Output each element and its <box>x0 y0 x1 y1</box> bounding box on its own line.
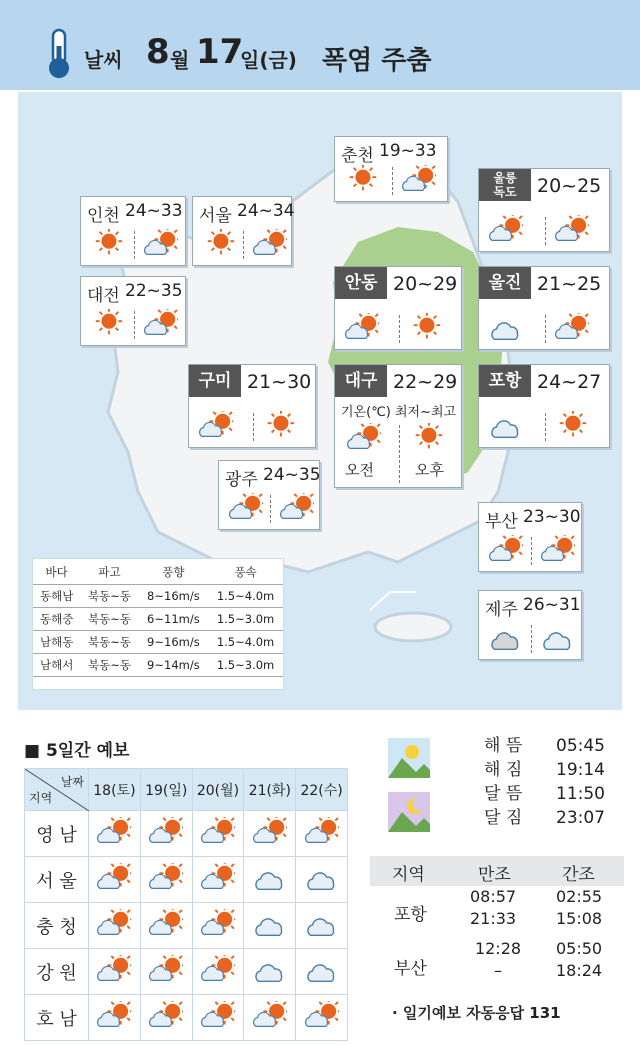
moonset-label: 달 짐 <box>484 808 523 828</box>
weather-icon-pm <box>541 623 575 653</box>
sea-header: 풍속 <box>208 561 283 584</box>
sun-moon-labels <box>484 734 522 830</box>
forecast-icon <box>192 903 244 949</box>
city-box-andong <box>334 266 462 350</box>
city-temp: 26~31 <box>523 595 581 615</box>
divider <box>531 537 532 565</box>
forecast-icon <box>192 857 244 903</box>
tide-low <box>556 938 602 982</box>
tide-region: 부산 <box>394 959 427 979</box>
sea-cell: 1.5~3.0m <box>208 653 283 676</box>
city-temp: 24~33 <box>125 201 183 221</box>
forecast-row <box>25 811 348 857</box>
header-month-unit: 월 <box>170 48 190 72</box>
divider <box>134 311 135 339</box>
forecast-icon <box>140 949 192 995</box>
weather-icon-pm <box>402 165 436 195</box>
weather-icon-pm <box>411 423 445 453</box>
forecast-row <box>25 903 348 949</box>
legend-pm: 오후 <box>415 461 444 479</box>
forecast-region: 강 원 <box>25 949 89 995</box>
city-name: 서울 <box>199 206 232 226</box>
city-temp: 22~29 <box>393 371 458 393</box>
weather-icon-pm <box>263 411 297 441</box>
forecast-title: ■ 5일간 예보 <box>24 741 130 761</box>
weather-icon-am <box>229 493 263 523</box>
tide-time: 21:33 <box>470 909 517 928</box>
city-temp: 22~35 <box>125 281 183 301</box>
divider <box>399 315 400 343</box>
city-box-ulleung <box>478 168 610 252</box>
divider <box>545 217 546 245</box>
forecast-icon <box>296 903 348 949</box>
city-temp: 20~29 <box>393 273 458 295</box>
sea-cell: 북동~동 <box>80 607 138 630</box>
sea-cell: 남해서 <box>33 653 80 676</box>
city-box-gumi <box>188 364 316 448</box>
sea-cell: 1.5~4.0m <box>208 584 283 607</box>
moonrise-time: 11:50 <box>556 784 605 804</box>
sea-header: 풍향 <box>139 561 208 584</box>
weather-icon-am <box>91 309 125 339</box>
moonset-time: 23:07 <box>556 808 605 828</box>
tide-time: 12:28 <box>474 939 522 958</box>
forecast-day: 21(화) <box>244 769 296 811</box>
city-temp: 21~25 <box>537 273 602 295</box>
forecast-icon <box>140 857 192 903</box>
city-name: 구미 <box>189 365 241 397</box>
moonrise-icon <box>388 792 430 832</box>
weather-icon-pm <box>253 229 287 259</box>
sea-header: 바다 <box>33 561 80 584</box>
city-name: 울진 <box>479 267 531 299</box>
weather-icon-pm <box>555 313 589 343</box>
weather-icon-am <box>489 313 523 343</box>
city-name: 부산 <box>485 512 518 532</box>
city-box-uljin <box>478 266 610 350</box>
city-box-daejeon <box>80 276 186 346</box>
forecast-icon <box>296 857 348 903</box>
footer-note: · 일기예보 자동응답 131 <box>392 1004 561 1022</box>
city-name: 안동 <box>335 267 387 299</box>
forecast-icon <box>140 995 192 1041</box>
header-day: 17 <box>196 32 244 72</box>
forecast-day: 18(토) <box>89 769 141 811</box>
forecast-icon <box>89 903 141 949</box>
weather-icon-am <box>345 313 379 343</box>
forecast-row <box>25 949 348 995</box>
sea-cell: 6~11m/s <box>139 607 208 630</box>
tide-time: 02:55 <box>556 887 603 906</box>
sea-cell: 8~16m/s <box>139 584 208 607</box>
city-name: 포항 <box>479 365 531 397</box>
forecast-region: 충 청 <box>25 903 89 949</box>
legend-am: 오전 <box>345 461 374 479</box>
sea-table <box>33 561 283 677</box>
city-name: 인천 <box>87 206 120 226</box>
weather-icon-pm <box>555 215 589 245</box>
sea-cell: 북동~동 <box>80 653 138 676</box>
forecast-day: 22(수) <box>296 769 348 811</box>
sunset-time: 19:14 <box>556 760 605 780</box>
sea-cell: 9~14m/s <box>139 653 208 676</box>
tide-header: 간조 <box>562 865 595 885</box>
forecast-region: 영 남 <box>25 811 89 857</box>
forecast-region: 호 남 <box>25 995 89 1041</box>
weather-icon-pm <box>144 309 178 339</box>
forecast-icon <box>244 949 296 995</box>
sea-header: 파고 <box>80 561 138 584</box>
forecast-icon <box>140 811 192 857</box>
city-temp: 19~33 <box>379 141 437 161</box>
sea-cell: 북동~동 <box>80 584 138 607</box>
divider <box>531 625 532 653</box>
city-name: 제주 <box>485 600 518 620</box>
forecast-row <box>25 995 348 1041</box>
divider <box>253 413 254 441</box>
divider <box>545 413 546 441</box>
forecast-icon <box>89 857 141 903</box>
weather-icon-pm <box>144 229 178 259</box>
header-month: 8 <box>146 32 170 72</box>
weather-icon-pm <box>409 313 443 343</box>
sun-moon-times <box>556 734 605 830</box>
sea-cell: 9~16m/s <box>139 630 208 653</box>
forecast-row <box>25 857 348 903</box>
thermometer-icon <box>44 28 74 80</box>
tide-time: 05:50 <box>556 939 603 958</box>
tide-high <box>470 886 516 930</box>
city-box-gwangju <box>218 460 320 530</box>
weather-icon-am <box>345 165 379 195</box>
divider <box>134 231 135 259</box>
forecast-day: 20(월) <box>192 769 244 811</box>
tide-low <box>556 886 602 930</box>
forecast-table <box>24 768 348 1041</box>
corner-top-label: 날짜 <box>60 775 84 789</box>
sunrise-label: 해 뜸 <box>484 736 523 756</box>
city-name: 대전 <box>87 286 120 306</box>
forecast-icon <box>296 995 348 1041</box>
forecast-icon <box>244 811 296 857</box>
forecast-icon <box>296 949 348 995</box>
forecast-icon <box>244 903 296 949</box>
forecast-icon <box>89 995 141 1041</box>
sunset-label: 해 짐 <box>484 760 523 780</box>
sea-cell: 동해남 <box>33 584 80 607</box>
tide-region: 포항 <box>394 905 427 925</box>
weather-icon-pm <box>280 493 314 523</box>
sea-cell: 북동~동 <box>80 630 138 653</box>
forecast-icon <box>244 995 296 1041</box>
sunrise-time: 05:45 <box>556 736 605 756</box>
forecast-icon <box>89 949 141 995</box>
city-temp: 24~34 <box>237 201 295 221</box>
forecast-day: 19(일) <box>140 769 192 811</box>
forecast-region: 서 울 <box>25 857 89 903</box>
tide-time: 18:24 <box>556 961 603 980</box>
forecast-icon <box>89 811 141 857</box>
sea-cell: 남해동 <box>33 630 80 653</box>
forecast-icon <box>192 811 244 857</box>
city-box-busan <box>478 502 582 572</box>
sunrise-icon <box>388 738 430 778</box>
forecast-icon <box>192 949 244 995</box>
divider <box>545 315 546 343</box>
divider <box>270 495 271 523</box>
header-label: 날씨 <box>84 48 123 72</box>
city-box-jeju <box>478 590 582 660</box>
sea-cell: 동해중 <box>33 607 80 630</box>
corner-bottom-label: 지역 <box>29 791 53 805</box>
weather-icon-pm <box>541 535 575 565</box>
city-temp: 24~35 <box>263 465 321 485</box>
headline: 폭염 주춤 <box>322 46 432 76</box>
forecast-icon <box>296 811 348 857</box>
sea-table-panel <box>32 558 284 690</box>
city-box-seoul <box>192 196 295 266</box>
city-name: 대구 <box>335 365 387 397</box>
tide-high <box>470 938 526 982</box>
city-box-daegu <box>334 364 462 488</box>
city-box-incheon <box>80 196 186 266</box>
forecast-corner <box>25 769 89 811</box>
divider <box>392 167 393 195</box>
moonrise-label: 달 뜸 <box>484 784 523 804</box>
weather-icon-am <box>489 411 523 441</box>
divider <box>243 231 244 259</box>
tide-time: – <box>494 961 502 980</box>
divider <box>399 425 400 483</box>
city-name: 광주 <box>225 470 258 490</box>
tide-header: 만조 <box>478 865 511 885</box>
tide-time: 15:08 <box>556 909 603 928</box>
city-temp: 20~25 <box>537 175 602 197</box>
header-day-unit: 일(금) <box>240 48 297 72</box>
city-name: 울릉 독도 <box>479 169 531 201</box>
weather-icon-am <box>489 215 523 245</box>
weather-icon-am <box>199 411 233 441</box>
city-box-chuncheon <box>334 136 448 202</box>
city-box-pohang <box>478 364 610 448</box>
tide-header: 지역 <box>392 865 425 885</box>
city-temp: 23~30 <box>523 507 581 527</box>
weather-icon-am <box>91 229 125 259</box>
sea-cell: 1.5~3.0m <box>208 607 283 630</box>
forecast-icon <box>192 995 244 1041</box>
forecast-icon <box>244 857 296 903</box>
city-name: 춘천 <box>341 146 374 166</box>
weather-icon-pm <box>555 411 589 441</box>
weather-icon-am <box>347 423 381 453</box>
legend-caption: 기온(℃) 최저~최고 <box>341 405 457 420</box>
weather-icon-am <box>489 623 523 653</box>
city-temp: 21~30 <box>247 371 312 393</box>
weather-icon-am <box>203 229 237 259</box>
forecast-icon <box>140 903 192 949</box>
sea-cell: 1.5~4.0m <box>208 630 283 653</box>
city-temp: 24~27 <box>537 371 602 393</box>
tide-time: 08:57 <box>470 887 517 906</box>
weather-icon-am <box>489 535 523 565</box>
